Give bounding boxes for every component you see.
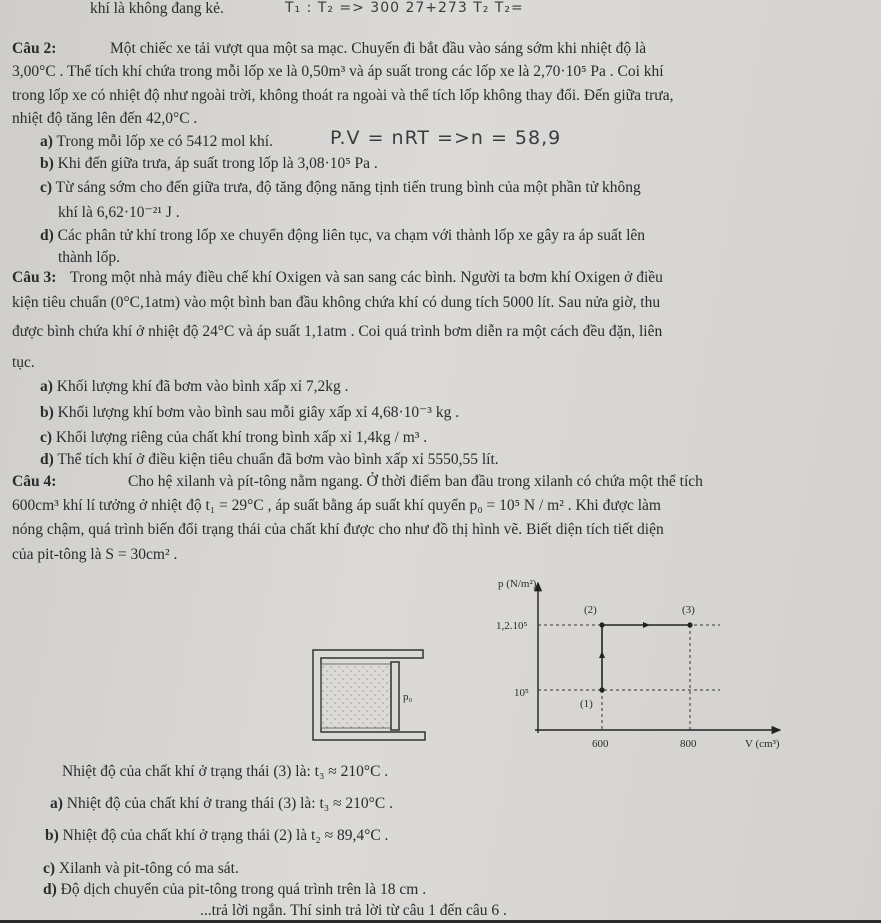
q4-option-d: d) Độ dịch chuyển của pit-tông trong quá trình trên là 18 cm .	[43, 881, 427, 898]
state-2-label: (2)	[584, 604, 597, 616]
q2-option-c: c) Từ sáng sớm cho đến giữa trưa, độ tăng động năng tịnh tiến trung bình của một phần tử không	[40, 179, 641, 196]
q3-line: kiện tiêu chuẩn (0°C,1atm) vào một bình ban đầu không chứa khí có dung tích 5000 lít. Sau nửa giờ, thu	[12, 294, 661, 311]
q2-option-a: a) Trong mỗi lốp xe có 5412 mol khí.	[40, 133, 273, 150]
footer-instruction: ...trả lời ngắn. Thí sinh trả lời từ câu 1 đến câu 6 .	[200, 902, 507, 919]
q2-option-d: d) Các phân tử khí trong lốp xe chuyển động liên tục, va chạm với thành lốp xe gây ra áp suất lên	[40, 227, 646, 244]
q2-option-c-cont: khí là 6,62·10⁻²¹ J .	[58, 204, 180, 221]
q4-line: Cho hệ xilanh và pít-tông nằm ngang. Ở thời điểm ban đầu trong xilanh có chứa một thể tích	[128, 473, 703, 490]
q3-option-b: b) Khối lượng khí bơm vào bình sau mỗi giây xấp xỉ 4,68·10⁻³ kg .	[40, 404, 460, 421]
ytick-1.2e5: 1,2.10⁵	[496, 620, 528, 632]
state-1-label: (1)	[580, 698, 593, 710]
piston	[391, 662, 399, 730]
q3-line: Trong một nhà máy điều chế khí Oxigen và san sang các bình. Người ta bơm khí Oxigen ở điều	[70, 269, 663, 286]
q2-handwriting: P.V = nRT =>n = 58,9	[330, 127, 562, 149]
state-3-point	[687, 622, 692, 627]
q3-option-c: c) Khối lượng riêng của chất khí trong bình xấp xỉ 1,4kg / m³ .	[40, 429, 428, 446]
y-axis-label: p (N/m²)	[498, 578, 537, 590]
q2-option-b: b) Khi đến giữa trưa, áp suất trong lốp là 3,08·10⁵ Pa .	[40, 155, 378, 172]
top-text: khí là không đang kẻ.	[90, 0, 224, 17]
q4-label: Câu 4:	[12, 473, 57, 490]
q4-option-c: c) Xilanh và pit-tông có ma sát.	[43, 860, 239, 877]
top-handwriting: T₁ : T₂ => 300 27+273 T₂ T₂=	[285, 0, 524, 16]
q2-line: Một chiếc xe tải vượt qua một sa mạc. Chuyến đi bắt đầu vào sáng sớm khi nhiệt độ là	[110, 40, 647, 57]
xtick-600: 600	[592, 738, 609, 750]
q4-line: của pit-tông là S = 30cm² .	[12, 546, 178, 563]
q4-option-a: a) Nhiệt độ của chất khí ở trang thái (3) là: t₃ ≈ 210°C .	[50, 795, 393, 812]
arrow-2-3	[643, 622, 650, 628]
q3-label: Câu 3:	[12, 269, 57, 286]
p0-label: p₀	[403, 691, 413, 703]
q2-line: trong lốp xe có nhiệt độ như ngoài trời, không thoát ra ngoài và thể tích lốp không thay đổi. Đến giữa trưa,	[12, 87, 674, 104]
arrow-1-2	[599, 651, 605, 658]
q3-option-d: d) Thể tích khí ở điều kiện tiêu chuẩn đã bơm vào bình xấp xỉ 5550,55 lít.	[40, 451, 499, 468]
cylinder-diagram	[305, 640, 435, 750]
q2-option-d-cont: thành lốp.	[58, 249, 120, 266]
q4-line: 600cm³ khí lí tưởng ở nhiệt độ t₁ = 29°C , áp suất bằng áp suất khí quyển p₀ = 10⁵ N / m² . Khi được làm	[12, 497, 661, 514]
gas-region	[321, 664, 391, 728]
xtick-800: 800	[680, 738, 697, 750]
q4-line: nóng chậm, quá trình biến đổi trạng thái của chất khí được cho như đồ thị hình vẽ. Biết diện tích tiết diện	[12, 521, 664, 538]
q3-option-a: a) Khối lượng khí đã bơm vào bình xấp xỉ 7,2kg .	[40, 378, 349, 395]
q4-note: Nhiệt độ của chất khí ở trạng thái (3) là: t₃ ≈ 210°C .	[62, 763, 389, 780]
state-2-point	[599, 622, 604, 627]
q3-line: được bình chứa khí ở nhiệt độ 24°C và áp suất 1,1atm . Coi quá trình bơm diễn ra một cách đều đặn, liên	[12, 323, 663, 340]
q3-line: tục.	[12, 354, 35, 371]
q2-line: nhiệt độ tăng lên đến 42,0°C .	[12, 110, 198, 127]
q4-option-b: b) Nhiệt độ của chất khí ở trạng thái (2) là t₂ ≈ 89,4°C .	[45, 827, 389, 844]
ytick-1e5: 10⁵	[514, 687, 529, 699]
q2-label: Câu 2:	[12, 40, 57, 57]
q2-line: 3,00°C . Thể tích khí chứa trong mỗi lốp xe là 0,50m³ và áp suất trong các lốp xe là 2,70·10⁵ Pa . Coi khí	[12, 63, 664, 80]
state-1-point	[599, 687, 604, 692]
state-3-label: (3)	[682, 604, 695, 616]
x-axis-label: V (cm³)	[745, 738, 780, 750]
pv-graph	[480, 575, 800, 755]
